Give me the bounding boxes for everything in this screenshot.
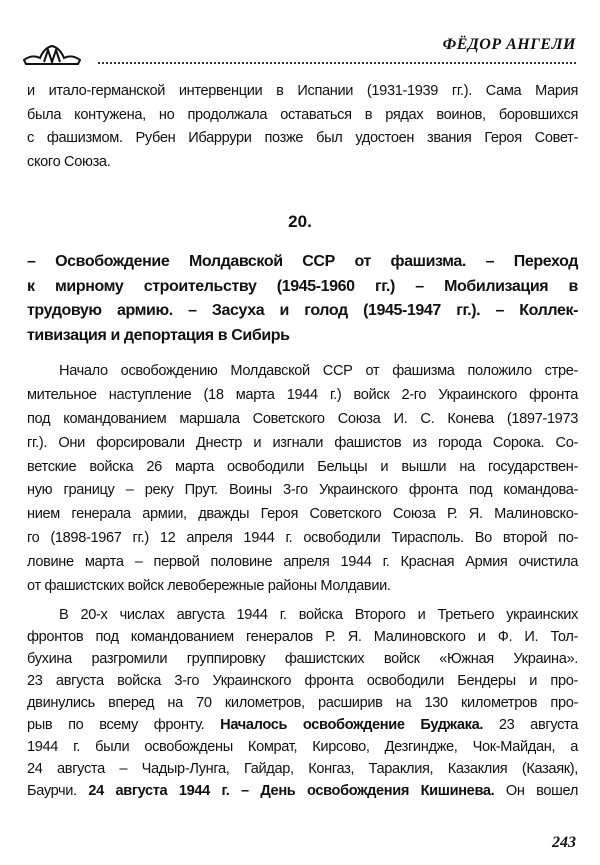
text: Начало освобождению Молдавской ССР от фашизма положило стре- xyxy=(59,363,578,379)
text-line xyxy=(27,360,578,384)
text-line xyxy=(27,275,578,300)
text-line xyxy=(27,714,578,736)
section-number: 20. xyxy=(288,212,312,231)
text: фронтов под командованием генералов Р. Я. Малиновского и Ф. И. Тол- xyxy=(27,629,578,645)
text: трудовую армию. – Засуха и голод (1945-1947 гг.). – Коллек- xyxy=(27,302,578,320)
paragraph-continued xyxy=(27,80,578,174)
text-line xyxy=(27,456,578,480)
text: – Освобождение Молдавской ССР от фашизма. – Переход xyxy=(27,253,578,270)
text-line xyxy=(27,479,578,503)
text: и итало-германской интервенции в Испании (1931-1939 гг.). Сама Мария xyxy=(27,83,578,99)
text: ловине марта – первой половине апреля 1944 г. Красная Армия очистила xyxy=(27,554,578,571)
text: 23 августа войска 3-го Украинского фронта освободили Бендеры и про- xyxy=(27,673,578,689)
text-line xyxy=(27,604,578,626)
running-header-author: ФЁДОР АНГЕЛИ xyxy=(442,36,576,53)
text: ского Союза. xyxy=(27,153,111,170)
text-line xyxy=(27,408,578,432)
text: ную границу – реку Прут. Воины 3-го Украинского фронта под командова- xyxy=(27,482,578,499)
text-line xyxy=(27,432,578,456)
header-ornament-icon xyxy=(22,40,82,66)
text-line xyxy=(27,250,578,275)
text-line xyxy=(27,736,578,758)
text-line xyxy=(27,527,578,551)
text: рыв по всему фронту. xyxy=(27,717,221,733)
text: 1944 г. были освобождены Комрат, Кирсово, Дезгиндже, Чок-Майдан, а xyxy=(27,739,578,755)
text-line xyxy=(27,780,578,802)
text: гг.). Они форсировали Днестр и изгнали фашистов из города Сорока. Со- xyxy=(27,434,578,451)
text: к мирному строительству (1945-1960 гг.) – Мобилизация в xyxy=(27,277,578,295)
text-line xyxy=(27,104,578,128)
text: тивизация и депортация в Сибирь xyxy=(27,327,290,345)
text: была контужена, но продолжала оставаться в рядах воинов, боровшихся xyxy=(27,106,578,123)
text-line xyxy=(27,648,578,670)
text-line xyxy=(27,324,578,349)
text: от фашистских войск левобережные районы Молдавии. xyxy=(27,578,391,595)
paragraph xyxy=(27,604,578,802)
text: под командованием маршала Советского Союза И. С. Конева (1897-1973 xyxy=(27,410,578,427)
text-line xyxy=(27,692,578,714)
text-line xyxy=(27,299,578,324)
text: 23 августа xyxy=(483,717,578,733)
bold-text: Началось освобождение Буджака. xyxy=(220,717,484,733)
text-line xyxy=(27,127,578,151)
text: го (1898-1967 гг.) 12 апреля 1944 г. освободили Тирасполь. Во второй по- xyxy=(27,530,578,547)
paragraph xyxy=(27,360,578,599)
text: бухина разгромили группировку фашистских войск «Южная Украина». xyxy=(27,651,578,667)
text-line xyxy=(27,151,578,175)
section-heading xyxy=(27,250,578,349)
text: Он вошел xyxy=(494,783,578,799)
page-number: 243 xyxy=(552,834,576,851)
text: ветские войска 26 марта освободили Бельцы и вышли на государствен- xyxy=(27,458,578,475)
text: Баурчи. xyxy=(27,783,89,799)
text-line xyxy=(27,384,578,408)
text: двинулись вперед на 70 километров, расширив на 130 километров про- xyxy=(27,695,578,711)
header-rule xyxy=(98,62,576,64)
text-line xyxy=(27,503,578,527)
bold-text: 24 августа 1944 г. – День освобождения Кишинева. xyxy=(88,783,495,799)
text-line xyxy=(27,670,578,692)
text-line xyxy=(27,551,578,575)
text-line xyxy=(27,575,578,599)
text: с фашизмом. Рубен Ибаррури позже был удостоен звания Героя Совет- xyxy=(27,130,578,146)
text-line xyxy=(27,626,578,648)
text-line xyxy=(27,80,578,104)
text: мительное наступление (18 марта 1944 г.) войск 2-го Украинского фронта xyxy=(27,386,578,403)
text: В 20-х числах августа 1944 г. войска Второго и Третьего украинских xyxy=(59,607,578,623)
text: 24 августа – Чадыр-Лунга, Гайдар, Конгаз, Тараклия, Казаклия (Казаяк), xyxy=(27,761,578,777)
text: нием генерала армии, дважды Героя Советского Союза Р. Я. Малиновско- xyxy=(27,506,578,523)
text-line xyxy=(27,758,578,780)
